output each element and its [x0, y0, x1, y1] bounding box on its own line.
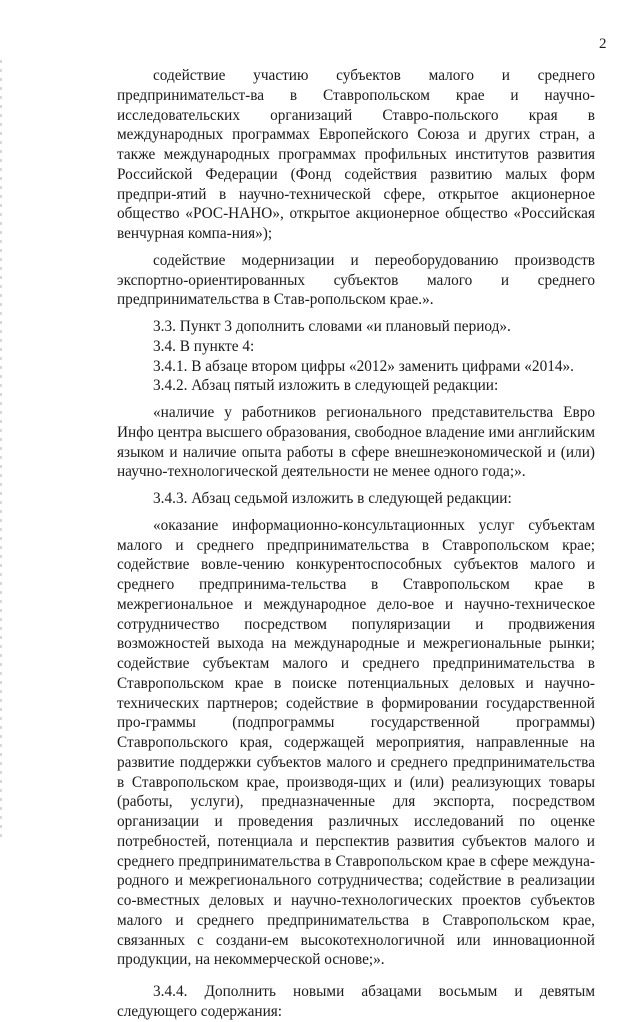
paragraph-item-3-4-4: 3.4.4. Дополнить новыми абзацами восьмым и девятым следующего содержания: — [117, 983, 595, 1020]
paragraph-item-3-3: 3.3. Пункт 3 дополнить словами «и плановый период». — [153, 318, 511, 335]
page-number: 2 — [599, 36, 607, 52]
paragraph-item-3-4-1: 3.4.1. В абзаце втором цифры «2012» заменить цифрами «2014». — [153, 357, 574, 375]
scan-edge-artifact — [0, 60, 2, 840]
paragraph-support-participation: содействие участию субъектов малого и среднего предпринимательст-ва в Ставропольском крае и научно-исследовательских организаций Ставро-польского края в международных программах Европейского Союза и других стран, а также международных программах профильных институтов развития Российской Федерации (Фонд содействия развитию малых форм предпри-ятий в научно-технической сфере, открытое акционерное общество «РОС-НАНО», открытое акционерное общество «Российская венчурная компа-ния»); — [117, 67, 595, 242]
paragraph-item-3-4-2: 3.4.2. Абзац пятый изложить в следующей редакции: — [153, 377, 499, 395]
paragraph-quote-consulting-services: «оказание информационно-консультационных услуг субъектам малого и среднего предпринимательства в Ставропольском крае; содействие вовле-чению конкурентоспособных субъектов малого и среднего предпринима-тельства в Ставропольском крае в межрегиональное и международное дело-вое и научно-техническое сотрудничество посредством популяризации и продвижения возможностей выхода на международные и межрегиональные рынки; содействие субъектам малого и среднего предпринимательства в Ставропольском крае в поиске потенциальных деловых и научно-технических партнеров; содействие в формировании государственной про-граммы (подпрограммы государственной программы) Ставропольского края, содержащей мероприятия, направленные на развитие поддержки субъектов малого и среднего предпринимательства в Ставропольском крае, производя-щих и (или) реализующих товары (работы, услуги), предназначенные для экспорта, посредством организации и проведения различных исследований по оценке потребностей, потенциала и перспектив развития субъектов малого и среднего предпринимательства в Ставропольском крае в сфере междуна-родного и межрегионального сотрудничества; содействие в реализации со-вместных деловых и научно-технологических проектов субъектов малого и среднего предпринимательства в Ставропольском крае, связанных с создани-ем высокотехнологичной или инновационной продукции, на некоммерческой основе;». — [117, 516, 595, 969]
paragraph-item-3-4-3: 3.4.3. Абзац седьмой изложить в следующей редакции: — [153, 490, 512, 507]
paragraph-support-modernization: содействие модернизации и переоборудованию производств экспортно-ориентированных субъектов малого и среднего предпринимательства в Став-ропольском крае.». — [117, 251, 595, 309]
paragraph-quote-staff-requirements: «наличие у работников регионального представительства Евро Инфо центра высшего образования, свободное владение ими английским языком и наличие опыта работы в сфере внешнеэкономической и (или) научно-технологической деятельности не менее одного года;». — [117, 404, 595, 481]
paragraph-item-3-4: 3.4. В пункте 4: — [153, 337, 255, 355]
document-body — [117, 66, 595, 1022]
